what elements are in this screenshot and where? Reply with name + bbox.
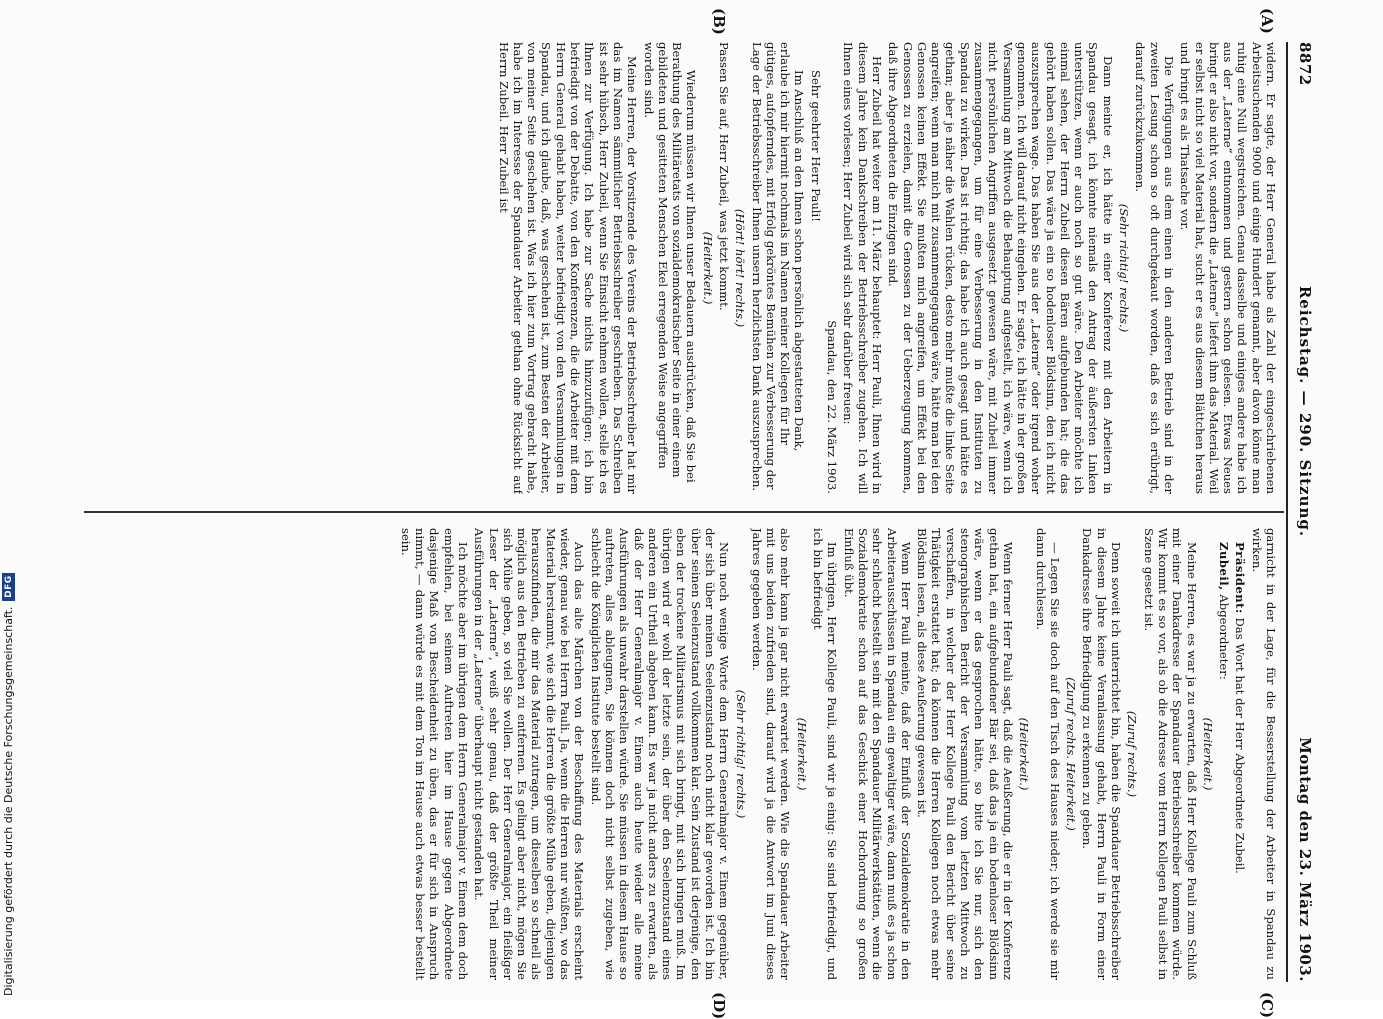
letter-quote: Wiederum müssen wir Ihnen unser Bedauern ausdrücken, daß Sie bei Berathung des Militäretats von sozialdemokratischer Seite in einer einem gebildeten und gesitteten Menschen Ekel erregenden Weise angegriffen worden sind.	[641, 42, 699, 483]
speaker-president: Präsident:	[1233, 542, 1248, 614]
dfg-logo-icon: DFG	[2, 573, 15, 601]
paragraph: Nun noch wenige Worte dem Herrn Generalmajor v. Einem gegenüber, der sich über meinen Seelenzustand noch nicht klar geworden ist. Ich bin über seinen Seelenzustand vollkommen klar. Sein Zustand ist derjenige, den eben der trockene Militarismus mit sich bringt, mit sich bringen muß. Im übrigen wird er wohl der letzte sein, der über den Seelenzustand eines anderen ein Urtheil abgeben kann. Es war ja nicht anders zu erwarten, als daß der Herr Generalmajor v. Einem auch heute wieder alle meine Ausführungen als unwahr darstellen würde. Sie müssen in diesem Hause so auftreten, alles ableugnen, Sie können doch nicht selbst zugeben, wie schlecht die Königlichen Institute bestellt sind.	[588, 528, 732, 980]
letter-body: Im Anschluß an den Ihnen schon persönlich abgestatteten Dank, erlaube ich mir hiermit nochmals im Namen meiner Kollegen für Ihr gütiges, aufopferndes, mit Erfolg gekröntes Bemühen zur Verbesserung der Lage der Betriebsschreiber Ihnen unsern herzlichsten Dank auszusprechen.	[749, 42, 807, 492]
paragraph: Im übrigen, Herr Kollege Pauli, sind wir ja einig: Sie sind befriedigt, und ich bin befriedigt	[811, 528, 840, 980]
president-line	[1233, 528, 1247, 980]
paragraph: Meine Herren, es war ja zu erwarten, daß Herr Kollege Pauli zum Schluß mit einer Dankadresse der Spandauer Betriebsschreiber kommen würde. Wir kommt es so vor, als ob die Adresse vom Herrn Kollegen Pauli selbst in Szene gesetzt ist.	[1141, 528, 1199, 980]
paragraph: widern. Er sagte, der Herr General habe als Zahl der eingeschriebenen Arbeitsuchenden 9000 und einige Hundert genannt, aber davon könne man ruhig eine Null wegstreichen. Genau dasselbe und einiges andere habe ich aus der „Laterne“ entnommen und gestern schon gelesen. Etwas Neues bringt er also nicht vor, sondern die „Laterne“ liefert ihm das Material. Weil er selbst nicht so viel Material hat, sucht er es aus diesem Blättchen heraus und bringt es als Thatsache vor.	[1178, 42, 1278, 494]
interjection: (Heiterkeit.)	[1200, 717, 1215, 791]
paragraph: Herr Zubeil hat weiter am 11. März behauptet: Herr Pauli, Ihnen wird in diesem Jahre kein Dankschreiben der Betriebsschreiber zugehen. Ich will Ihnen eines vorlesen; Herr Zubeil wird sich sehr darüber freuen:	[841, 42, 884, 494]
left-column	[83, 42, 1278, 494]
paragraph: Auch das alte Märchen von der Beschaffung des Materials erscheint wieder, genau wie bei Herrn Pauli. Ja, wenn die Herren nur wüßten, wo das Material herstammt, wie sich die Herren die größte Mühe geben, diejenigen herauszufinden, die mir das Material zutragen, um dieselben so schnell als möglich aus den Betrieben zu entfernen. Es gelingt aber nicht, mögen Sie sich Mühe geben, so viel Sie wollen. Der Herr Generalmajor, ein fleißiger Leser der „Laterne“, weiß sehr genau, daß der größte Theil meiner Ausführungen in der „Laterne“ überhaupt nicht gestanden hat.	[472, 528, 587, 980]
header-rule	[1286, 42, 1288, 982]
digitization-credit	[2, 573, 15, 996]
interjection: (Hört! hört! rechts.)	[733, 208, 748, 328]
margin-marker-b: (B)	[710, 8, 728, 35]
interjection: (Zuruf rechts. Heiterkeit.)	[1064, 677, 1079, 831]
column-divider	[84, 511, 1284, 513]
header-date: Montag den 23. März 1903.	[1296, 737, 1314, 982]
paragraph: Denn soweit ich unterrichtet bin, haben die Spandauer Betriebsschreiber in diesem Jahre keine Veranlassung gehabt, Herrn Pauli in Form einer Dankadresse ihre Befriedigung zu erkennen zu geben.	[1080, 528, 1124, 980]
paragraph: Wenn Herr Pauli meinte, daß der Einfluß der Sozialdemokratie in den Arbeiterausschüssen in Spandau ein gewaltiger wäre, dann muß es ja schon sehr schlecht bestellt sein mit den Spandauer Militärwerkstätten, wenn die Sozialdemokratie schon auf das Geschick einer Hochordnung so großen Einfluß übt.	[841, 528, 913, 980]
rotated-newspaper-page	[78, 8, 1318, 1019]
paragraph: Meine Herren, der Vorsitzende des Vereins der Betriebsschreiber hat mir das im Namen sämmtlicher Betriebsschreiber geschrieben. Das Schreiben ist sehr hübsch, Herr Zubeil, wenn Sie Einsicht nehmen wollen, stelle ich es Ihnen zur Verfügung. Ich habe zur Sache nichts hinzuzufügen; ich bin befriedigt von der Debatte, von den Konferenzen, die die Arbeiter mit dem Herrn General gehabt haben, weiter befriedigt von den Versammlungen in Spandau, und ich glaube, daß, was geschehen ist, zum Besten der Arbeiter, von meiner Seite geschehen ist. Was ich hier zum Vortrag gebracht habe, habe ich im Interesse der Spandauer Arbeiter gethan ohne Rücksicht auf Herrn Zubeil. Herr Zubeil ist	[496, 42, 640, 494]
speaker-line	[1217, 528, 1231, 980]
interjection: (Sehr richtig! rechts.)	[733, 689, 748, 819]
interjection: (Heiterkeit.)	[1017, 717, 1032, 791]
margin-marker-c: (C)	[1258, 992, 1276, 1019]
paragraph: Wenn ferner Herr Pauli sagt, daß die Aeußerung, die er in der Konferenz gethan hat, ein aufgebundener Bär sei, daß das ja ein bodenloser Blödsinn wäre, wenn er das gesprochen hätte, so bitte ich Sie nur, sich den stenographischen Bericht der Versammlung vom letzten Mittwoch zu verschaffen, in welcher der Herr Kollege Pauli den Bericht über seine Thätigkeit erstattet hat; da können die Herren Kollegen noch etwas mehr Blödsinn lesen, als diese Aeußerung gewesen ist.	[915, 528, 1015, 980]
margin-marker-d: (D)	[710, 992, 728, 1019]
speaker-zubeil: Zubeil,	[1217, 542, 1232, 591]
paragraph: garnicht in der Lage, für die Besserstellung der Arbeiter in Spandau zu wirken.	[1249, 528, 1278, 980]
interjection: (Heiterkeit.)	[794, 717, 809, 791]
paragraph: Passen Sie auf, Herr Zubeil, was jetzt kommt.	[717, 42, 732, 311]
page-header	[1292, 42, 1318, 982]
paragraph: — Legen Sie sie doch auf den Tisch des Hauses nieder; ich werde sie mir dann durchlesen.	[1033, 528, 1062, 980]
paragraph: Dann meinte er, ich hätte in einer Konferenz mit den Arbeitern in Spandau gesagt, ich könnte niemals den Antrag der äußersten Linken unterstützen, wenn er auch noch so gut wäre. Den Arbeiter möchte ich einmal sehen, der Herrn Zubeil diesen Bären aufgebunden hat; die das gehört haben sollen. Das wäre ja ein so hodenloser Blödsinn, den ich nicht auszusprechen wage. Das haben Sie aus der „Laterne“ oder irgend woher genommen. Ich will darauf nicht eingehen. Er sagte, ich hätte in der großen Versammlung am Mittwoch die Behauptung aufgestellt, ich wäre, wenn ich nicht persönlichen Angriffen ausgesetzt gewesen wäre, mit Zubeil immer zusammengegangen, um für eine Verbesserung in den Instituten zu Spandau zu wirken. Das ist richtig; das habe ich auch gesagt und hätte es gethan; aber je näher die Wahlen rücken, desto mehr mußte die linke Seite angreifen; wenn man mich mit zusammengegangen wäre, hätte man bei den Genossen keinen Effekt. Sie mußten mich angreifen, um Effekt bei den Genossen zu erzielen, damit die Genossen zu der Ueberzeugung kommen, daß ihre Abgeordneten die Einzigen sind.	[886, 42, 1115, 494]
interjection: (Heiterkeit.)	[700, 231, 715, 305]
paragraph: Ich möchte aber im übrigen dem Herrn Generalmajor v. Einem dem doch empfehlen, bei seinem Auftreten hier im Hause gegen Abgeordnete dasjenige Maß von Bescheidenheit zu üben, das er für sich in Anspruch nimmt, — dann würde es mit dem Ton im Hause auch etwas besser bestellt sein.	[398, 528, 470, 980]
page-number: 8872	[1296, 42, 1314, 86]
president-text: Das Wort hat der Herr Abgeordnete Zubeil.	[1233, 617, 1248, 874]
credit-text: Digitalisierung gefördert durch die Deutsche Forschungsgemeinschaft.	[2, 606, 15, 996]
right-column	[83, 528, 1278, 980]
interjection: (Sehr richtig! rechts.)	[1117, 203, 1132, 333]
margin-marker-a: (A)	[1258, 8, 1276, 34]
letter-salutation: Sehr geehrter Herr Pauli!	[808, 70, 823, 222]
paragraph: also mehr kann ja gar nicht erwartet werden. Wie die Spandauer Arbeiter mit uns beiden zufrieden sind, darauf wird ja die Antwort im Juni dieses Jahres gegeben werden.	[749, 528, 793, 980]
letter-place-date: Spandau, den 22. März 1903.	[825, 320, 840, 494]
header-title: Reichstag. — 290. Sitzung.	[1296, 285, 1314, 538]
speaker-title: Abgeordneter:	[1217, 594, 1232, 680]
interjection: (Zuruf rechts.)	[1125, 710, 1140, 798]
paragraph: Die Verfügungen aus dem einen in den anderen Betrieb sind in der zweiten Lesung schon so oft durchgekaut worden, daß es sich erübrigt, darauf zurückzukommen.	[1133, 42, 1176, 494]
